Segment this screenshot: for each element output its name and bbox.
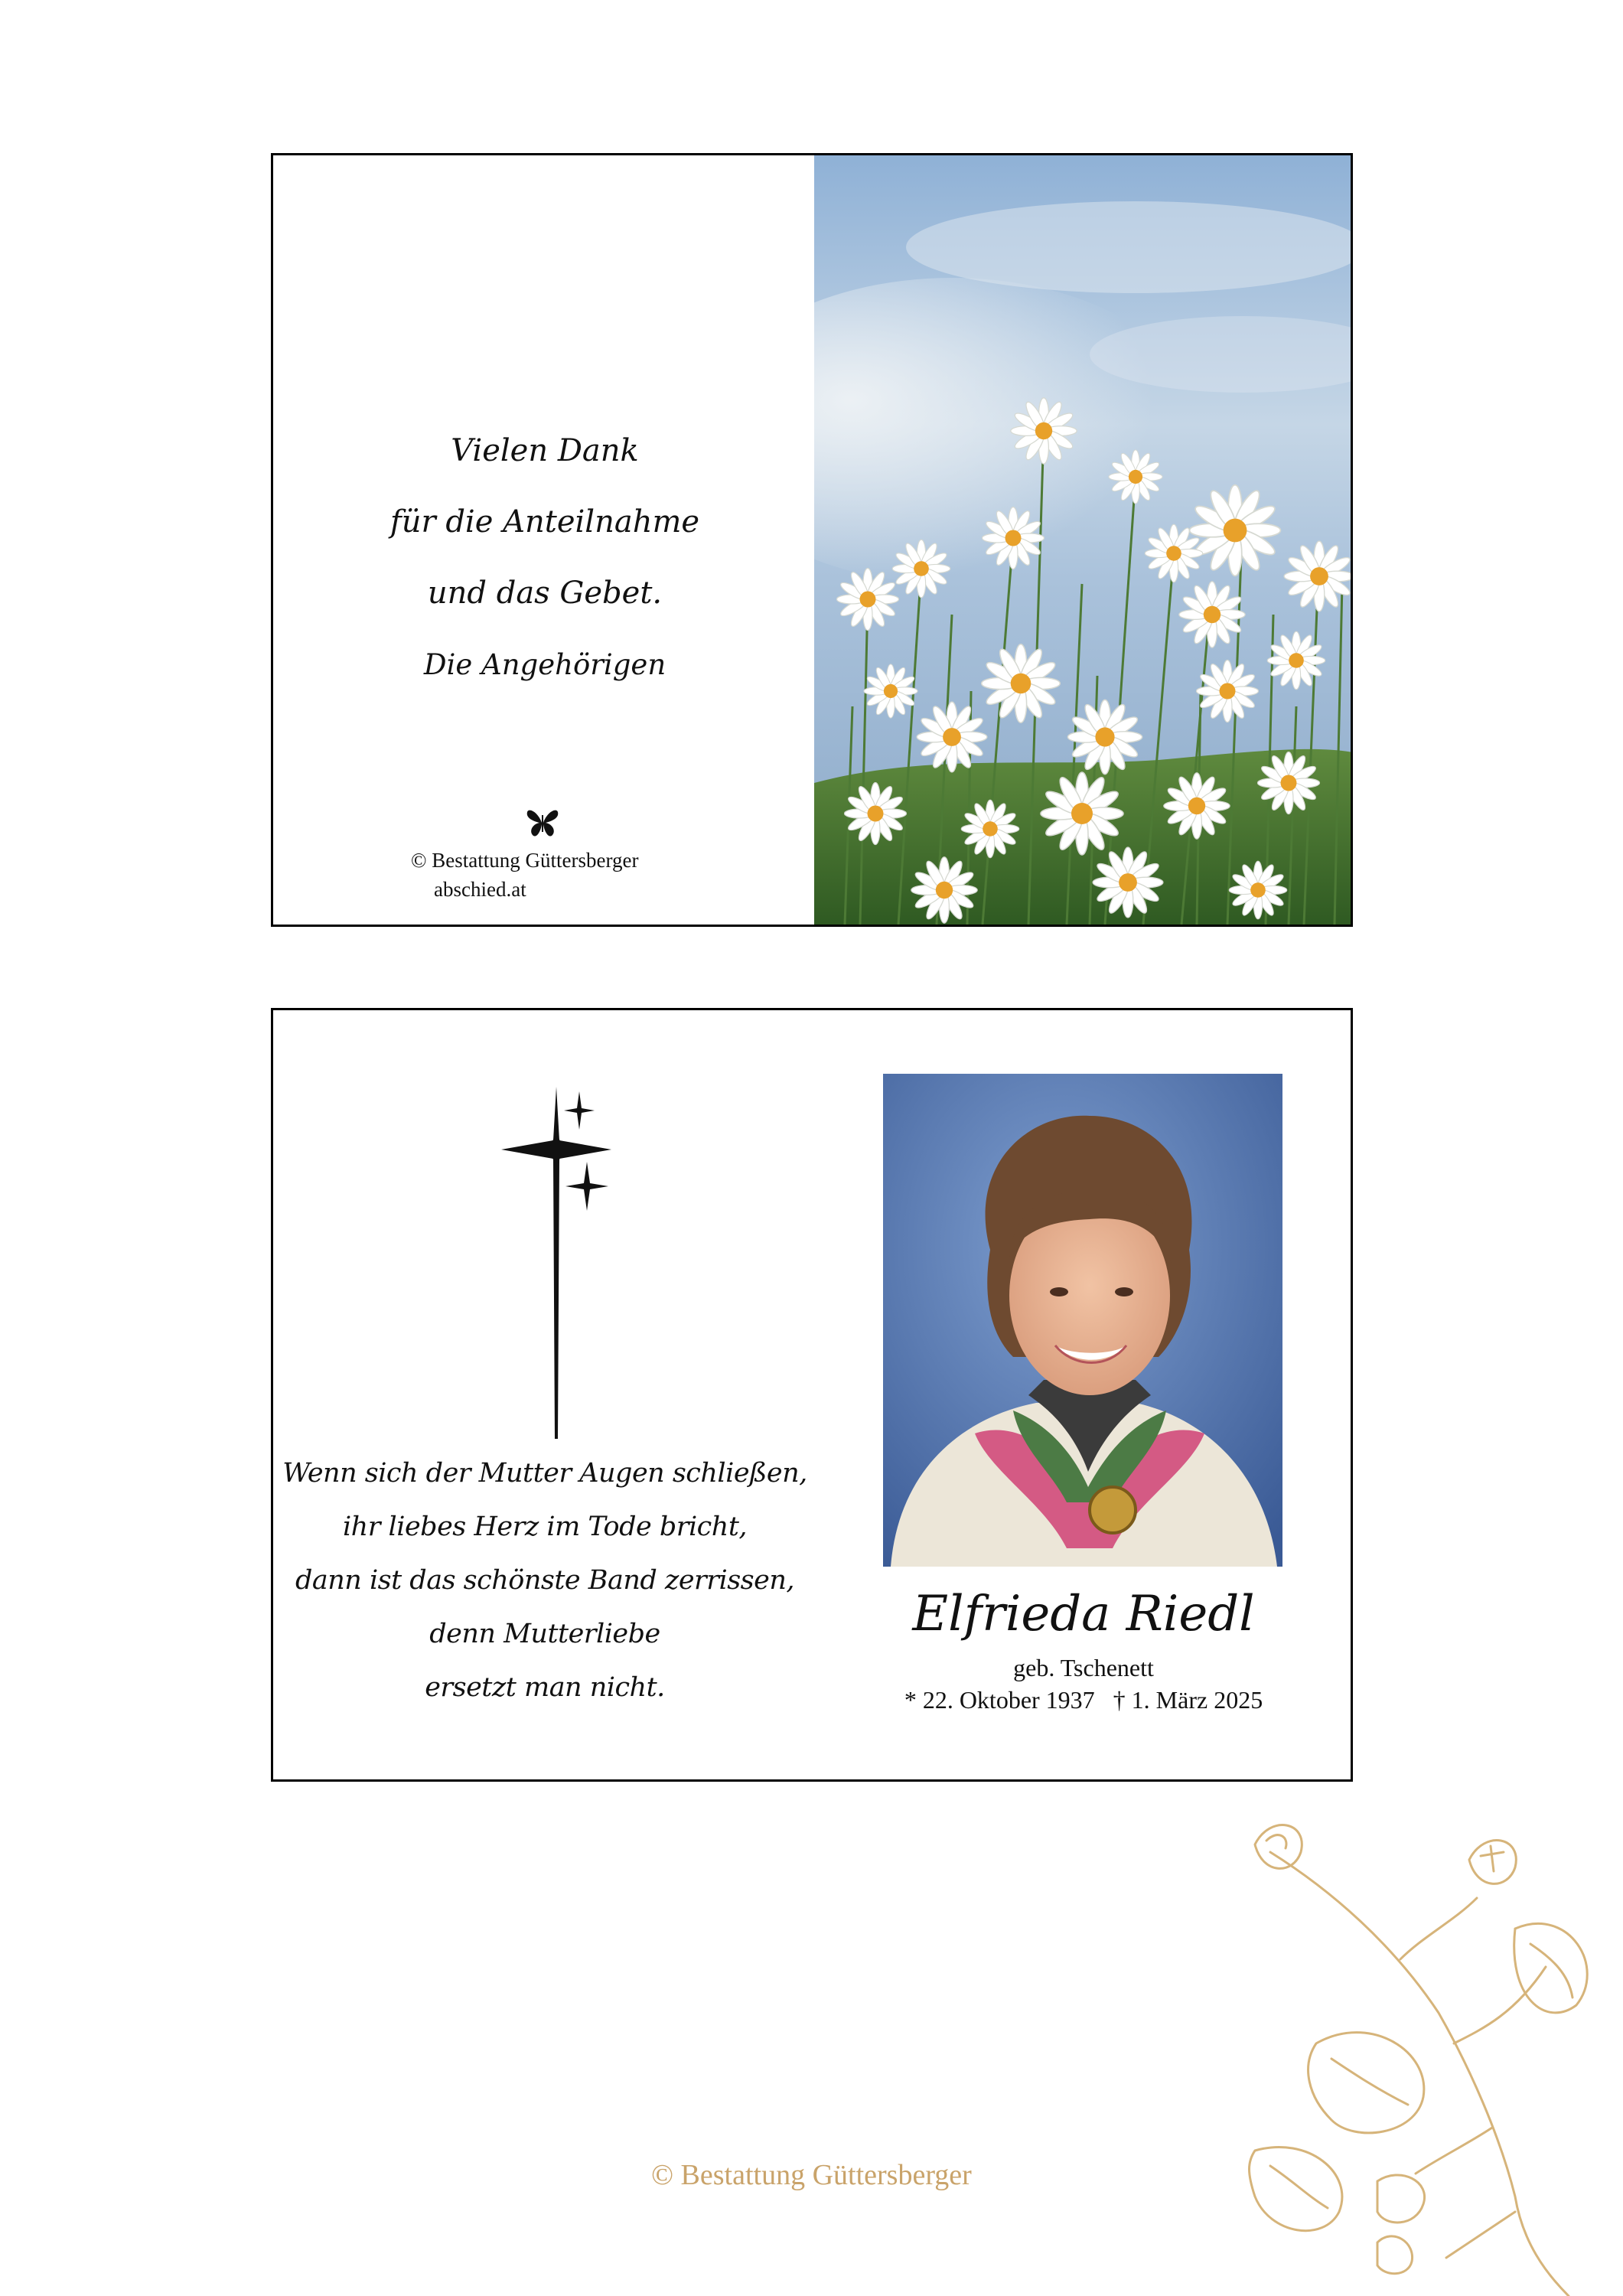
maiden-name: geb. Tschenett <box>1013 1654 1154 1681</box>
thanks-message <box>273 416 816 700</box>
poem-line-2: ihr liebes Herz im Tode bricht, <box>342 1512 748 1542</box>
poem-line-3: dann ist das schönste Band zerrissen, <box>295 1565 795 1596</box>
butterfly-icon <box>526 807 559 838</box>
undertaker-copyright: © Bestattung Güttersberger <box>411 849 639 872</box>
birth-date: * 22. Oktober 1937 <box>904 1686 1095 1714</box>
thanks-line-2: für die Anteilnahme <box>389 504 700 540</box>
undertaker-credit <box>411 846 638 904</box>
poem-line-4: denn Mutterliebe <box>429 1619 660 1649</box>
memorial-card <box>271 1008 1353 1782</box>
cross-star-icon <box>480 1087 633 1439</box>
death-date: † 1. März 2025 <box>1113 1686 1263 1714</box>
portrait-photo <box>883 1074 1282 1567</box>
poem <box>273 1446 816 1714</box>
thanks-line-1: Vielen Dank <box>451 433 639 468</box>
poem-line-1: Wenn sich der Mutter Augen schließen, <box>282 1458 807 1489</box>
thanks-card <box>271 153 1353 927</box>
daisy-field-photo <box>814 155 1353 925</box>
life-dates <box>814 1684 1353 1716</box>
undertaker-website[interactable]: abschied.at <box>434 878 526 901</box>
deceased-name: Elfrieda Riedl <box>912 1586 1255 1642</box>
thanks-signature: Die Angehörigen <box>423 648 666 681</box>
floral-line-art <box>1224 1814 1623 2296</box>
footer-copyright: © Bestattung Güttersberger <box>651 2159 972 2191</box>
poem-line-5: ersetzt man nicht. <box>425 1672 665 1703</box>
thanks-line-3: und das Gebet. <box>427 576 663 611</box>
